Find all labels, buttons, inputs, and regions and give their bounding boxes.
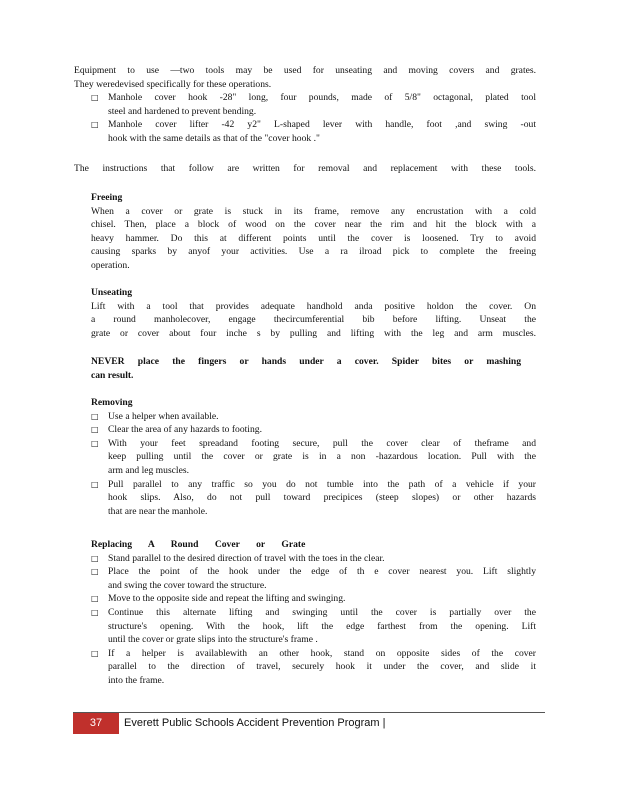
section-heading: Unseating [91, 287, 133, 298]
footer-title: Everett Public Schools Accident Prevention Program | [124, 717, 386, 729]
list-item: □ Use a helper when available. [91, 410, 219, 422]
list-item: □ Manhole cover lifter -42 y2" L-shaped lever with handle, foot ,and swing -out hook with the same details as that of the "cover hook ." [91, 119, 536, 144]
checkbox-bullet-icon: □ [91, 438, 99, 448]
checkbox-bullet-icon: □ [91, 425, 99, 435]
checkbox-bullet-icon: □ [91, 607, 99, 617]
checkbox-bullet-icon: □ [91, 120, 99, 130]
list-item: □ Clear the area of any hazards to footing. [91, 424, 262, 436]
list-item: □ Pull parallel to any traffic so you do not tumble into the path of a vehicle if your hook slips. Also, do not pull toward precipices (steep slopes) or other hazards that are near the manhole. [91, 478, 536, 517]
page-number-badge: 37 [73, 713, 119, 734]
list-item: □ Stand parallel to the desired direction of travel with the toes in the clear. [91, 552, 385, 564]
intro-line: Equipment to use —two tools may be used for unseating and moving covers and grates. [74, 65, 536, 76]
checkbox-bullet-icon: □ [91, 567, 99, 577]
checkbox-bullet-icon: □ [91, 648, 99, 658]
unseating-section: Unseating Lift with a tool that provides adequate handhold anda positive holdon the cover. On a round manholecover, engage thecircumferential bib before lifting. Unseat the grate or cover about four inche s by pulling and lifting with the leg and arm muscles. [91, 287, 536, 339]
list-item: □ Move to the opposite side and repeat the lifting and swinging. [91, 593, 346, 605]
replacing-section [74, 538, 536, 688]
list-item: □ If a helper is availablewith an other hook, stand on opposite sides of the cover parallel to the direction of travel, securely hook it under the cover, and slide it into the frame. [91, 647, 536, 686]
checkbox-bullet-icon: □ [91, 93, 99, 103]
list-item: □ Continue this alternate lifting and swinging until the cover is partially over the structure's opening. With the hook, lift the edge farthest from the opening. Lift until the cover or grate slips into the structure's frame . [91, 606, 536, 646]
freeing-section: Freeing When a cover or grate is stuck in its frame, remove any encrustation with a cold chisel. Then, place a block of wood on the cover near the rim and hit the block with a heavy hammer. Do this at different points until the cover is loosened. Try to avoid causing sparks by anyof your activities. Use a ra ilroad pick to complete the freeing operation. [91, 192, 536, 271]
intro-section [74, 64, 536, 146]
checkbox-bullet-icon: □ [91, 553, 99, 563]
checkbox-bullet-icon: □ [91, 594, 99, 604]
list-item: □ With your feet spreadand footing secure, pull the cover clear of theframe and keep pulling until the cover or grate is in a non -hazardous location. Pull with the arm and leg muscles. [91, 437, 536, 476]
warning-note: NEVER place the fingers or hands under a cover. Spider bites or mashing can result. [91, 356, 521, 381]
instructions-paragraph: The instructions that follow are written for removal and replacement with these tools. [74, 163, 536, 174]
removing-section [74, 396, 536, 518]
intro-line: They weredevised specifically for these operations. [74, 78, 272, 90]
section-heading: Freeing [91, 192, 123, 203]
section-heading: Removing [91, 397, 133, 408]
section-heading: Replacing A Round Cover or Grate [91, 539, 306, 550]
list-item: □ Manhole cover hook -28" long, four pounds, made of 5/8" octagonal, plated tool steel and hardened to prevent bending. [91, 92, 536, 117]
checkbox-bullet-icon: □ [91, 479, 99, 489]
list-item: □ Place the point of the hook under the edge of th e cover nearest you. Lift slightly and swing the cover toward the structure. [91, 566, 536, 591]
checkbox-bullet-icon: □ [91, 411, 99, 421]
